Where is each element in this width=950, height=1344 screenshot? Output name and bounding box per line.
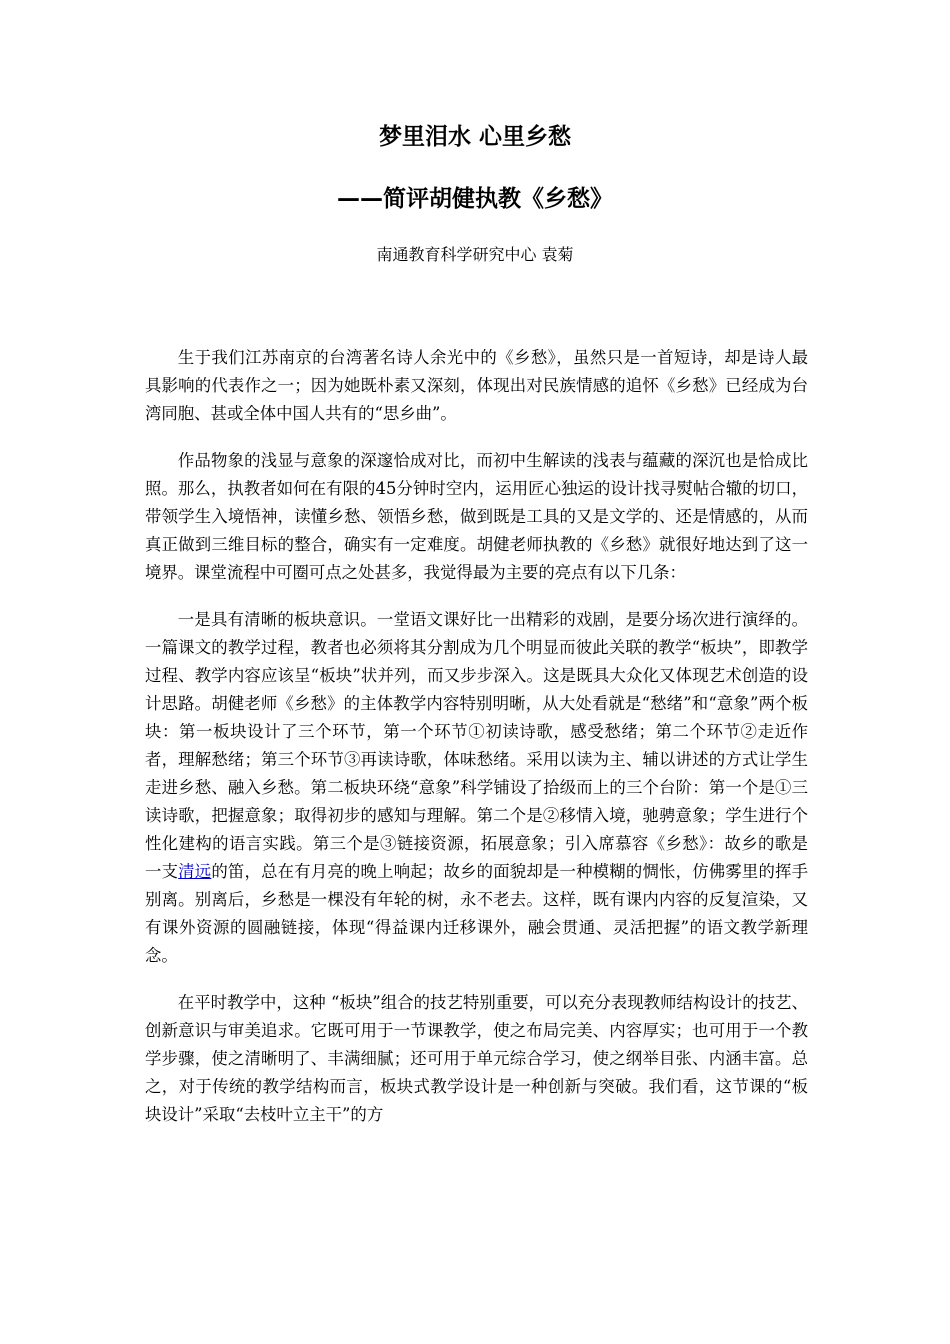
page-title: 梦里泪水 心里乡愁: [378, 124, 571, 150]
page-subtitle: ——简评胡健执教《乡愁》: [337, 186, 613, 212]
author-line: 南通教育科学研究中心 袁菊: [376, 245, 574, 264]
paragraph-3-text-after-link: 的笛，总在有月亮的晚上响起；故乡的面貌却是一种模糊的惆怅，仿佛雾里的挥手别离。别离后，乡愁是一棵没有年轮的树，永不老去。这样，既有课内内容的反复渲染，又有课外资源的圆融链接，体现“得益课内迁移课外，融会贯通、灵活把握”的语文教学新理念。: [145, 862, 809, 965]
paragraph-2: 作品物象的浅显与意象的深邃恰成对比，而初中生解读的浅表与蕴藏的深沉也是恰成比照。那么，执教者如何在有限的45分钟时空内，运用匠心独运的设计找寻熨帖合辙的切口，带领学生入境悟神，读懂乡愁、领悟乡愁，做到既是工具的又是文学的、还是情感的，从而真正做到三维目标的整合，确实有一定难度。胡健老师执教的《乡愁》就很好地达到了这一境界。课堂流程中可圈可点之处甚多，我觉得最为主要的亮点有以下几条：: [145, 451, 808, 582]
paragraph-3-text-before-link: 一是具有清晰的板块意识。一堂语文课好比一出精彩的戏剧，是要分场次进行演绎的。一篇课文的教学过程，教者也必须将其分割成为几个明显而彼此关联的教学“板块”，即教学过程、教学内容应该呈“板块”状并列，而又步步深入。这是既具大众化又体现艺术创造的设计思路。胡健老师《乡愁》的主体教学内容特别明晰，从大处看就是“愁绪”和“意象”两个板块：第一板块设计了三个环节，第一个环节①初读诗歌，感受愁绪；第二个环节②走近作者，理解愁绪；第三个环节③再读诗歌，体味愁绪。采用以读为主、辅以讲述的方式让学生走进乡愁、融入乡愁。第二板块环绕“意象”科学铺设了拾级而上的三个台阶：第一个是①三读诗歌，把握意象；取得初步的感知与理解。第二个是②移情入境，驰骋意象；学生进行个性化建构的语言实践。第三个是③链接资源，拓展意象；引入席慕容《乡愁》：故乡的歌是一支: [145, 610, 808, 881]
qingyuan-link[interactable]: 清远: [178, 862, 212, 881]
paragraph-4: 在平时教学中，这种 “板块”组合的技艺特别重要，可以充分表现教师结构设计的技艺、创新意识与审美追求。它既可用于一节课教学，使之布局完美、内容厚实；也可用于一个教学步骤，使之清晰明了、丰满细腻；还可用于单元综合学习，使之纲举目张、内涵丰富。总之，对于传统的教学结构而言，板块式教学设计是一种创新与突破。我们看，这节课的“板块设计”采取“去枝叶立主干”的方: [145, 993, 808, 1124]
article-body: [145, 344, 808, 1148]
paragraph-1: 生于我们江苏南京的台湾著名诗人余光中的《乡愁》，虽然只是一首短诗，却是诗人最具影响的代表作之一；因为她既朴素又深刻，体现出对民族情感的追怀《乡愁》已经成为台湾同胞、甚或全体中国人共有的“思乡曲”。: [145, 348, 808, 423]
paragraph-3: [145, 606, 808, 970]
